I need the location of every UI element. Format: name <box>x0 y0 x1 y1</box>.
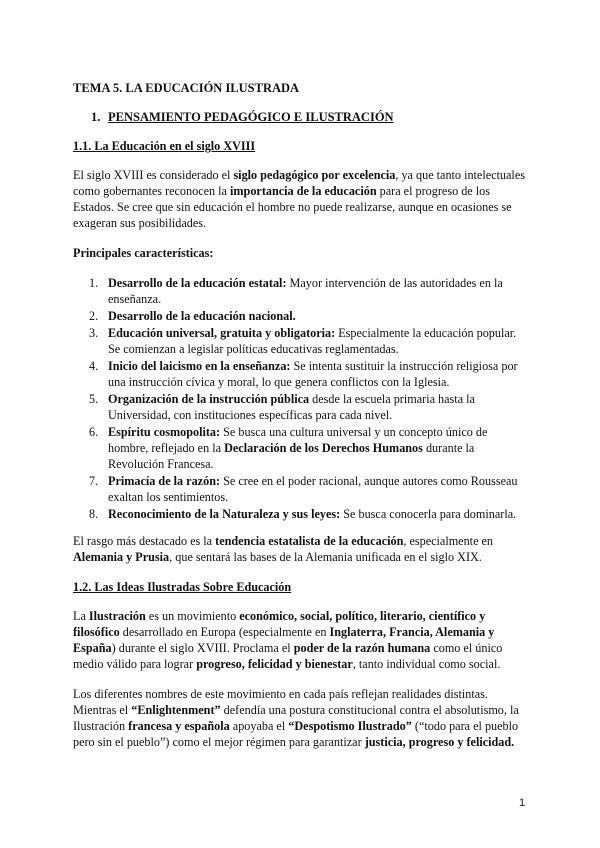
text-run: (“todo para el pueblo pero sin el pueblo”) como el mejor régimen para garantizar <box>73 719 519 749</box>
list-item <box>73 358 525 390</box>
list-item-text <box>108 425 487 471</box>
bold-text-run: Inglaterra, Francia, Alemania y España <box>73 625 495 655</box>
list-item-number: 5. <box>89 392 99 406</box>
bold-text-run: Espíritu cosmopolita: <box>108 425 221 439</box>
characteristics-list <box>73 275 525 522</box>
document-title: TEMA 5. LA EDUCACIÓN ILUSTRADA <box>73 81 300 95</box>
text-run: La <box>73 609 89 623</box>
list-item <box>73 424 525 472</box>
text-run: Especialmente la educación popular. Se comienzan a legislar políticas educativas reglamentadas. <box>108 326 517 356</box>
list-item-text <box>108 309 296 323</box>
bold-text-run: Inicio del laicismo en la enseñanza: <box>108 359 291 373</box>
bold-text-run: Organización de la instrucción pública <box>108 392 310 406</box>
text-run: , ya que tanto intelectuales como gobernantes reconocen la <box>73 168 525 198</box>
list-item <box>73 506 525 522</box>
list-item-text <box>108 474 518 504</box>
bold-text-run: “Despotismo Ilustrado” <box>288 719 412 733</box>
text-run: ) durante el siglo XVIII. Proclama el <box>111 641 294 655</box>
section-number: 1. <box>91 110 101 124</box>
bold-text-run: económico, social, político, literario, científico y filosófico <box>73 609 486 639</box>
text-run: , tanto individual como social. <box>352 657 501 671</box>
list-item <box>73 391 525 423</box>
text-run: desarrollado en Europa (especialmente en <box>119 625 330 639</box>
list-item-number: 2. <box>89 309 99 323</box>
section-heading <box>91 109 525 125</box>
text-run: apoyaba el <box>229 719 289 733</box>
bold-text-run: tendencia estatalista de la educación <box>215 534 404 548</box>
intro-paragraph <box>73 167 525 231</box>
subsection-heading-1-1: 1.1. La Educación en el siglo XVIII <box>73 139 256 153</box>
bold-text-run: Educación universal, gratuita y obligatoria: <box>108 326 336 340</box>
list-item-number: 6. <box>89 425 99 439</box>
text-run: Se busca conocerla para dominarla. <box>340 507 517 521</box>
text-run: El siglo XVIII es considerado el <box>73 168 234 182</box>
list-item-number: 3. <box>89 326 99 340</box>
bold-text-run: francesa y española <box>128 719 230 733</box>
bold-text-run: Desarrollo de la educación nacional. <box>108 309 296 323</box>
bold-text-run: progreso, felicidad y bienestar <box>196 657 353 671</box>
list-item <box>73 473 525 505</box>
list-item-text <box>108 392 475 422</box>
list-item-text <box>108 326 516 356</box>
list-item-number: 8. <box>89 507 99 521</box>
list-item-text <box>108 359 518 389</box>
bold-text-run: Declaración de los Derechos Humanos <box>224 441 423 455</box>
text-run: Se cree en el poder racional, aunque autores como Rousseau exaltan los sentimientos. <box>108 474 518 504</box>
text-run: , especialmente en <box>403 534 494 548</box>
bold-text-run: poder de la razón humana <box>293 641 431 655</box>
list-item-text <box>108 276 503 306</box>
bold-text-run: Reconocimiento de la Naturaleza y sus leyes: <box>108 507 341 521</box>
text-run: Los diferentes nombres de este movimiento en cada país reflejan realidades distintas. Mientras el <box>73 687 488 717</box>
bold-text-run: Ilustración <box>88 609 146 623</box>
list-item-number: 4. <box>89 359 99 373</box>
text-run: Mayor intervención de las autoridades en la enseñanza. <box>108 276 503 306</box>
text-run: es un movimiento <box>145 609 240 623</box>
document-body <box>73 80 525 764</box>
bold-text-run: justicia, progreso y felicidad. <box>364 735 515 749</box>
bold-text-run: siglo pedagógico por excelencia <box>233 168 396 182</box>
list-item <box>73 325 525 357</box>
text-run: , que sentará las bases de la Alemania unificada en el siglo XIX. <box>169 550 482 564</box>
text-run: El rasgo más destacado es la <box>73 534 216 548</box>
list-item-number: 7. <box>89 474 99 488</box>
bold-text-run: Alemania y Prusia <box>73 550 170 564</box>
bold-text-run: Primacía de la razón: <box>108 474 221 488</box>
bold-text-run: Desarrollo de la educación estatal: <box>108 276 287 290</box>
text-run: para el progreso de los Estados. Se cree que sin educación el hombre no puede realizarse, aunque en ocasiones se exageran sus posibilidades. <box>73 184 512 230</box>
ilustracion-paragraph <box>73 608 525 672</box>
text-run: como el único medio válido para lograr <box>73 641 503 671</box>
list-item-text <box>108 507 516 521</box>
bold-text-run: importancia de la educación <box>230 184 377 198</box>
subsection-heading-1-2: 1.2. Las Ideas Ilustradas Sobre Educación <box>73 580 292 594</box>
section-title: PENSAMIENTO PEDAGÓGICO E ILUSTRACIÓN <box>108 110 394 124</box>
text-run: durante la Revolución Francesa. <box>108 441 475 471</box>
names-paragraph <box>73 686 525 750</box>
list-item <box>73 308 525 324</box>
closing-paragraph <box>73 533 525 565</box>
list-item-number: 1. <box>89 276 99 290</box>
bold-text-run: “Enlightenment” <box>131 703 221 717</box>
text-run: defendía una postura constitucional contra el absolutismo, la Ilustración <box>73 703 519 733</box>
text-run: Se intenta sustituir la instrucción religiosa por una instrucción cívica y moral, lo que genera conflictos con la Iglesia. <box>108 359 518 389</box>
text-run: desde la escuela primaria hasta la Universidad, con instituciones específicas para cada nivel. <box>108 392 475 422</box>
text-run: Se busca una cultura universal y un concepto único de hombre, reflejado en la <box>108 425 488 455</box>
page-number: 1 <box>519 797 526 809</box>
list-item <box>73 275 525 307</box>
list-title: Principales características: <box>73 246 214 260</box>
